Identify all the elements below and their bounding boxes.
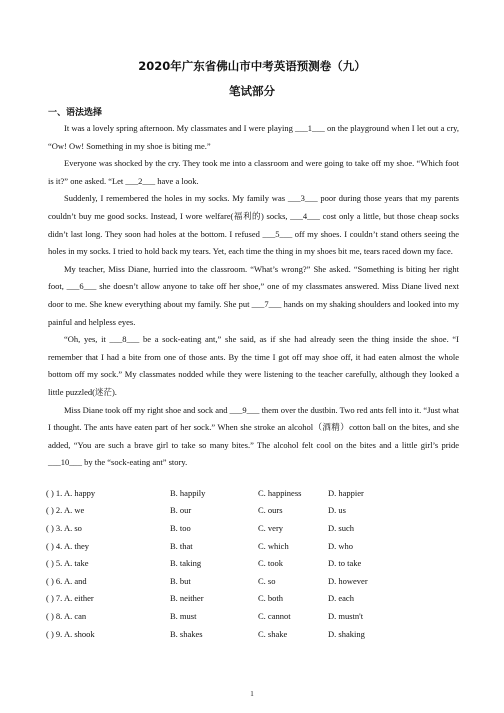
option-a: ( ) 8. A. can — [46, 610, 87, 621]
option-d: D. shaking — [328, 628, 365, 639]
option-d: D. each — [328, 593, 354, 604]
section-heading: 一、语法选择 — [48, 108, 103, 118]
option-b: B. neither — [170, 593, 204, 604]
exam-subtitle: 笔试部分 — [229, 84, 275, 98]
option-a: ( ) 9. A. shook — [46, 628, 95, 639]
option-d: D. happier — [328, 487, 364, 498]
option-b: B. must — [170, 610, 197, 621]
option-a: ( ) 4. A. they — [46, 540, 89, 551]
option-row — [46, 607, 466, 625]
option-c: C. both — [258, 593, 284, 604]
passage-paragraph: Miss Diane took off my right shoe and sock and ___9___ them over the dustbin. Two red ants fell into it. “Just what I thought. The ants have eaten part of her sock.” When she stroke an alcohol（酒精）cotton ball on the bites, and she added, “You are such a brave girl to take so many bites.” The alcohol felt cool on the bites and a little girl’s pride ___10___ by the “sock-eating ant” story. — [48, 404, 459, 468]
passage-paragraph: “Oh, yes, it ___8___ be a sock-eating ant,” she said, as if she had already seen the thing inside the shoe. “I remember that I had a bite from one of those ants. By the time I got off may shoe off, it had eaten almost the whole bottom off my sock.” My classmates nodded while they were listening to the teacher carefully, although they looked a little puzzled(迷茫). — [48, 334, 459, 397]
option-row — [46, 625, 466, 643]
exam-title: 2020年广东省佛山市中考英语预测卷（九） — [138, 59, 366, 73]
option-row — [46, 554, 466, 572]
option-d: D. us — [328, 505, 346, 516]
option-c: C. happiness — [258, 487, 302, 498]
option-c: C. cannot — [258, 610, 291, 621]
option-b: B. too — [170, 522, 191, 533]
option-b: B. but — [170, 575, 191, 586]
option-b: B. taking — [170, 558, 202, 569]
option-b: B. our — [170, 505, 192, 516]
passage — [48, 120, 459, 472]
option-a: ( ) 2. A. we — [46, 505, 85, 516]
option-c: C. so — [258, 575, 276, 586]
option-d: D. who — [328, 540, 354, 551]
passage-paragraph: It was a lovely spring afternoon. My classmates and I were playing ___1___ on the playground when I let out a cry, “Ow! Ow! Something in my shoe is biting me.” — [48, 123, 459, 151]
option-a: ( ) 6. A. and — [46, 575, 87, 586]
passage-paragraph: My teacher, Miss Diane, hurried into the classroom. “What’s wrong?” She asked. “Something is biting her right foot, ___6___ she doesn’t allow anyone to take off her shoe,” one of my classmates answered. Miss Diane lived next door to me. She knew everything about my family. She put ___7___ hands on my shaking shoulders and looked into my painful and helpless eyes. — [48, 263, 459, 327]
option-d: D. such — [328, 522, 354, 533]
option-a: ( ) 7. A. either — [46, 593, 94, 604]
option-c: C. shake — [258, 628, 288, 639]
page-number: 1 — [250, 690, 254, 698]
option-b: B. shakes — [170, 628, 203, 639]
option-row — [46, 519, 466, 537]
option-row — [46, 484, 466, 502]
option-c: C. ours — [258, 505, 283, 516]
option-row — [46, 590, 466, 608]
option-a: ( ) 3. A. so — [46, 522, 82, 533]
option-d: D. to take — [328, 558, 362, 569]
option-c: C. very — [258, 522, 284, 533]
option-d: D. however — [328, 575, 368, 586]
option-b: B. that — [170, 540, 193, 551]
option-d: D. mustn't — [328, 610, 364, 621]
passage-paragraph: Suddenly, I remembered the holes in my socks. My family was ___3___ poor during those years that my parents couldn’t buy me good socks. Instead, I wore welfare(福利的) socks, ___4___ cost only a little, but those cheap socks didn’t last long. They soon had holes at the bottom. I refused ___5___ off my shoes. I couldn’t stand others seeing the holes in my socks. I tried to hold back my tears. Yet, each time the thing in my shoes bit me, tears raced down my face. — [48, 193, 459, 257]
option-c: C. took — [258, 558, 284, 569]
option-a: ( ) 1. A. happy — [46, 487, 96, 498]
option-row — [46, 572, 466, 590]
option-row — [46, 502, 466, 520]
option-b: B. happily — [170, 487, 206, 498]
passage-paragraph: Everyone was shocked by the cry. They took me into a classroom and were going to take off my shoe. “Which foot is it?” one asked. “Let ___2___ have a look. — [48, 158, 459, 186]
option-a: ( ) 5. A. take — [46, 558, 89, 569]
option-c: C. which — [258, 540, 289, 551]
answer-options — [46, 484, 466, 642]
option-row — [46, 537, 466, 555]
